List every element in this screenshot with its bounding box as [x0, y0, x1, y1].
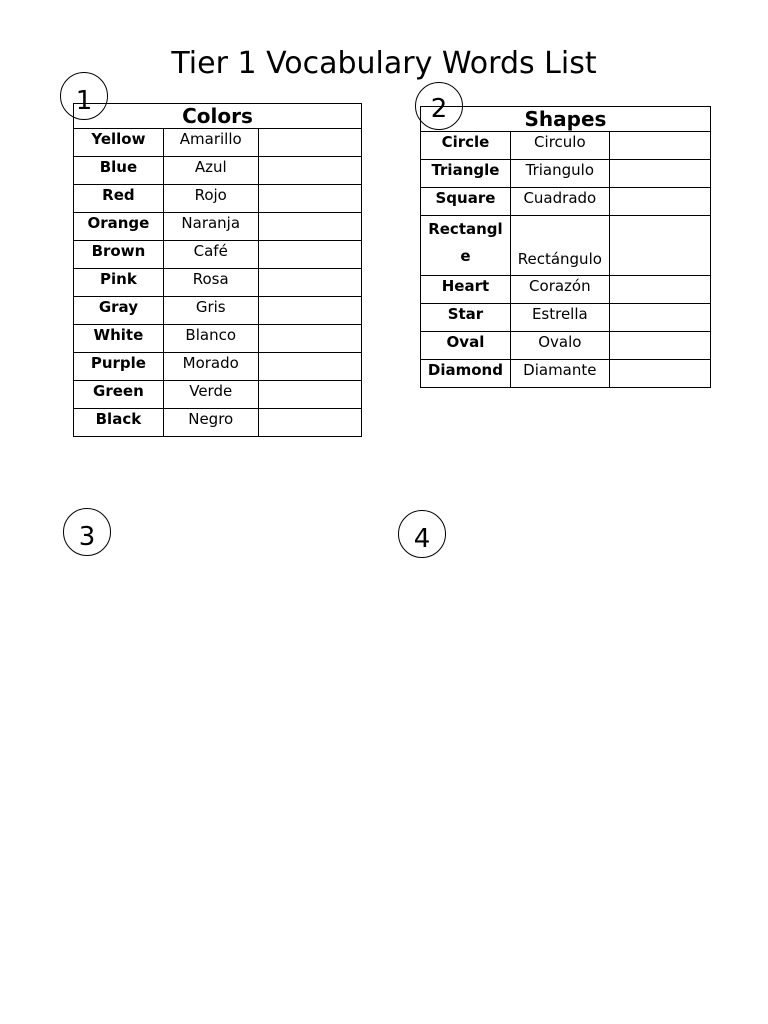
table-row: [421, 276, 711, 304]
spanish-word: Estrella: [510, 304, 609, 332]
section-marker-1-label: 1: [75, 86, 93, 116]
blank-cell: [609, 276, 710, 304]
table-row: [74, 269, 362, 297]
spanish-word: Cuadrado: [510, 188, 609, 216]
table-row: [74, 129, 362, 157]
blank-cell: [258, 241, 361, 269]
table-row: [421, 360, 711, 388]
english-word: Green: [74, 381, 164, 409]
spanish-word: Azul: [163, 157, 258, 185]
table-row: [74, 241, 362, 269]
spanish-word: Amarillo: [163, 129, 258, 157]
blank-cell: [258, 185, 361, 213]
english-word: Star: [421, 304, 511, 332]
blank-cell: [609, 216, 710, 276]
blank-cell: [258, 325, 361, 353]
spanish-word: Triangulo: [510, 160, 609, 188]
table-row: [74, 353, 362, 381]
section-marker-3: [63, 508, 111, 556]
blank-cell: [609, 160, 710, 188]
blank-cell: [258, 213, 361, 241]
spanish-word: Gris: [163, 297, 258, 325]
section-marker-2-label: 2: [430, 94, 448, 124]
blank-cell: [258, 409, 361, 437]
english-word: Circle: [421, 132, 511, 160]
spanish-word: Rosa: [163, 269, 258, 297]
table-row: [421, 132, 711, 160]
spanish-word: Diamante: [510, 360, 609, 388]
blank-cell: [609, 304, 710, 332]
page-title: Tier 1 Vocabulary Words List: [171, 46, 597, 81]
spanish-word: Morado: [163, 353, 258, 381]
colors-header-row: [74, 104, 362, 129]
english-word: Heart: [421, 276, 511, 304]
blank-cell: [258, 129, 361, 157]
english-word: Oval: [421, 332, 511, 360]
colors-header: Colors: [74, 104, 362, 129]
english-word: Brown: [74, 241, 164, 269]
table-row: [421, 216, 711, 276]
table-row: [74, 325, 362, 353]
table-row: [74, 381, 362, 409]
table-row: [421, 188, 711, 216]
spanish-word: Blanco: [163, 325, 258, 353]
english-word: Gray: [74, 297, 164, 325]
spanish-word: Circulo: [510, 132, 609, 160]
english-word: Blue: [74, 157, 164, 185]
section-marker-4: [398, 510, 446, 558]
english-word: Triangle: [421, 160, 511, 188]
blank-cell: [609, 132, 710, 160]
spanish-word: Negro: [163, 409, 258, 437]
shapes-table: [420, 106, 711, 388]
spanish-word: Ovalo: [510, 332, 609, 360]
blank-cell: [258, 269, 361, 297]
shapes-header: Shapes: [421, 107, 711, 132]
table-row: [421, 304, 711, 332]
section-marker-3-label: 3: [78, 522, 96, 552]
english-word: Yellow: [74, 129, 164, 157]
spanish-word: Naranja: [163, 213, 258, 241]
blank-cell: [609, 188, 710, 216]
english-word: Pink: [74, 269, 164, 297]
spanish-word: Café: [163, 241, 258, 269]
spanish-word: Rojo: [163, 185, 258, 213]
table-row: [74, 409, 362, 437]
blank-cell: [609, 332, 710, 360]
table-row: [421, 160, 711, 188]
english-word: Square: [421, 188, 511, 216]
english-word: White: [74, 325, 164, 353]
shapes-header-row: [421, 107, 711, 132]
section-marker-4-label: 4: [413, 524, 431, 554]
english-word: Purple: [74, 353, 164, 381]
spanish-word: Verde: [163, 381, 258, 409]
table-row: [74, 157, 362, 185]
blank-cell: [258, 297, 361, 325]
spanish-word: Corazón: [510, 276, 609, 304]
table-row: [74, 297, 362, 325]
colors-table: [73, 103, 362, 437]
blank-cell: [609, 360, 710, 388]
english-word: Black: [74, 409, 164, 437]
english-word: Red: [74, 185, 164, 213]
english-word: Rectangl e: [421, 216, 511, 276]
blank-cell: [258, 353, 361, 381]
blank-cell: [258, 157, 361, 185]
table-row: [74, 213, 362, 241]
table-row: [421, 332, 711, 360]
blank-cell: [258, 381, 361, 409]
table-row: [74, 185, 362, 213]
spanish-word: Rectángulo: [510, 216, 609, 276]
english-word: Diamond: [421, 360, 511, 388]
english-word: Orange: [74, 213, 164, 241]
